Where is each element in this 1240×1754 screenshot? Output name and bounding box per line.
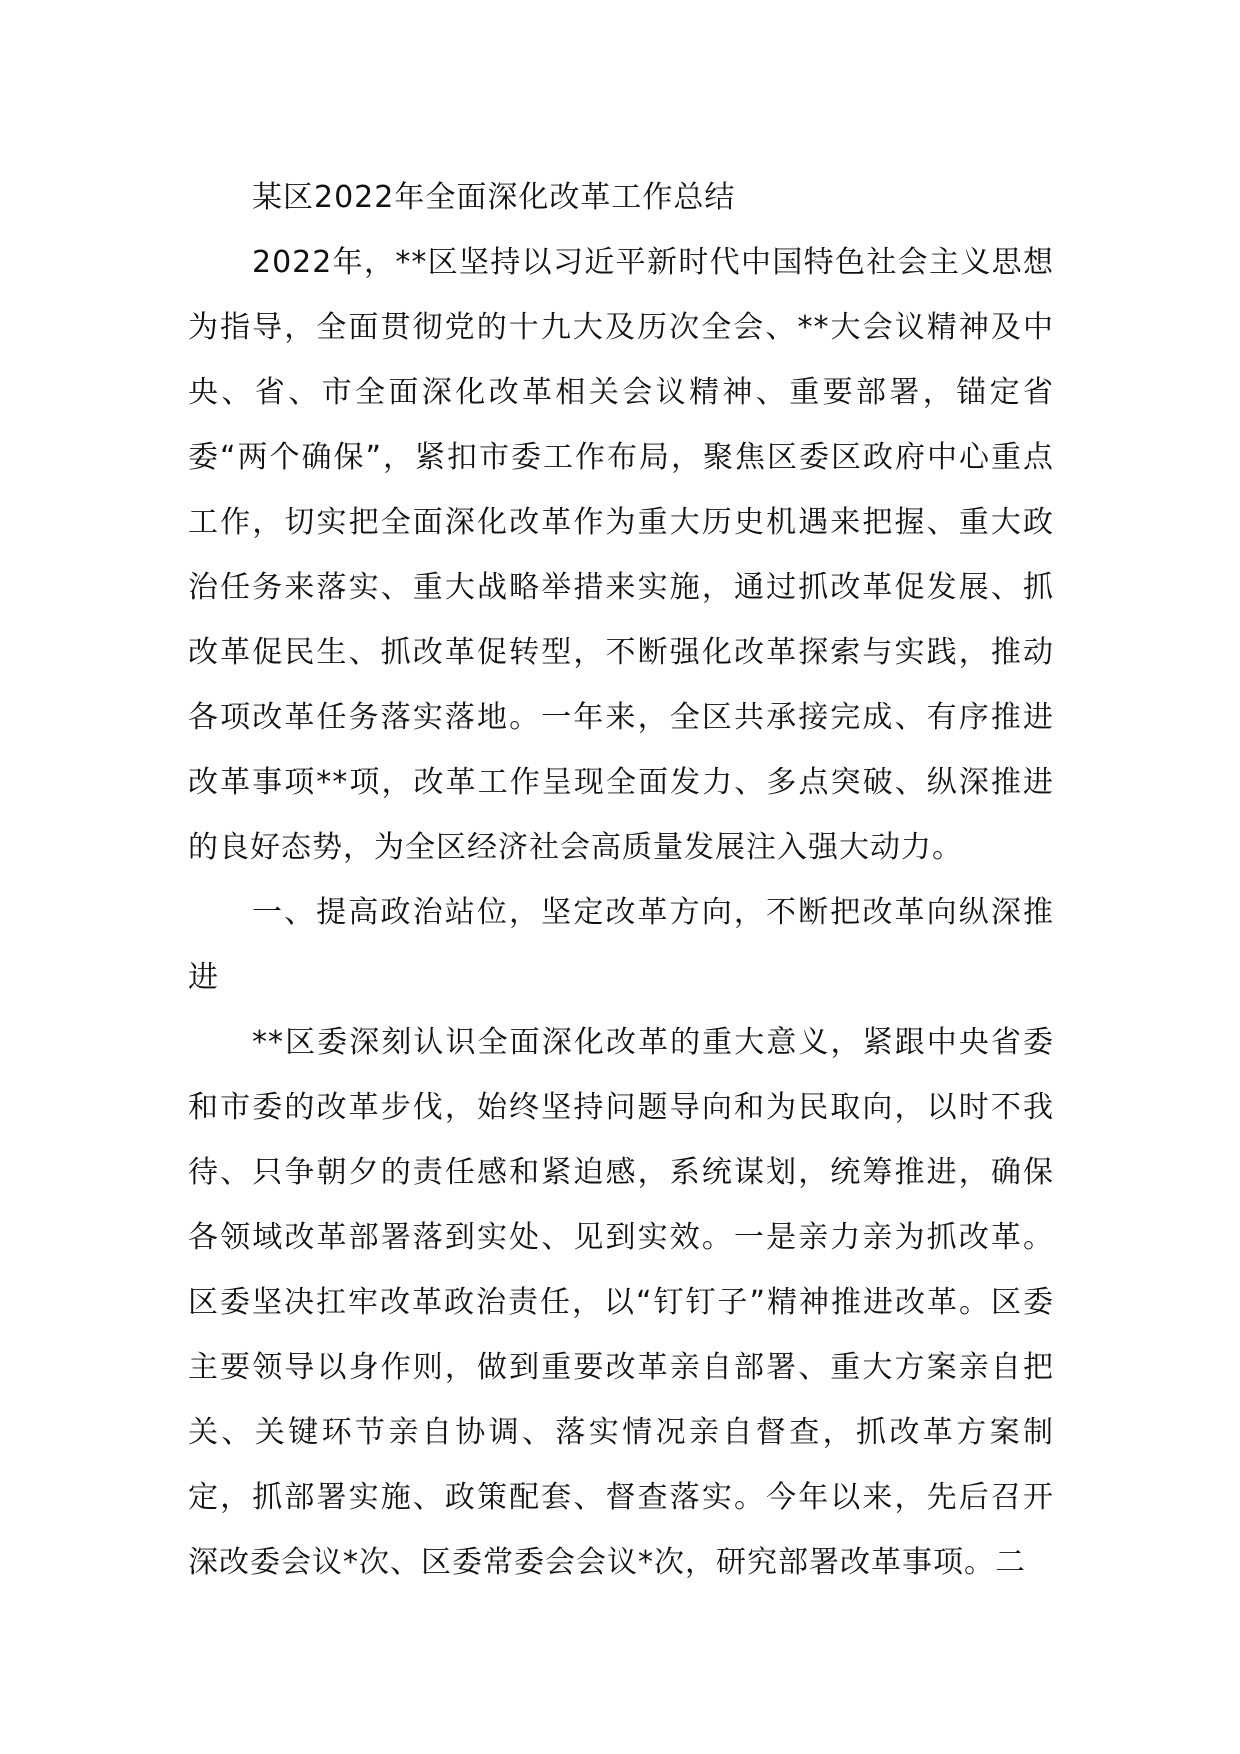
section-heading-1: 一、提高政治站位，坚定改革方向，不断把改革向纵深推进 bbox=[188, 895, 1054, 995]
paragraph-intro: 2022年，**区坚持以习近平新时代中国特色社会主义思想为指导，全面贯彻党的十九大及历次全会、**大会议精神及中央、省、市全面深化改革相关会议精神、重要部署，锚定省委“两个确保”，紧扣市委工作布局，聚焦区委区政府中心重点工作，切实把全面深化改革作为重大历史机遇来把握、重大政治任务来落实、重大战略举措来实施，通过抓改革促发展、抓改革促民生、抓改革促转型，不断强化改革探索与实践，推动各项改革任务落实落地。一年来，全区共承接完成、有序推进改革事项**项，改革工作呈现全面发力、多点突破、纵深推进的良好态势，为全区经济社会高质量发展注入强大动力。 bbox=[188, 245, 1054, 865]
paragraph-section-1: **区委深刻认识全面深化改革的重大意义，紧跟中央省委和市委的改革步伐，始终坚持问题导向和为民取向，以时不我待、只争朝夕的责任感和紧迫感，系统谋划，统筹推进，确保各领域改革部署落到实处、见到实效。一是亲力亲为抓改革。区委坚决扛牢改革政治责任，以“钉钉子”精神推进改革。区委主要领导以身作则，做到重要改革亲自部署、重大方案亲自把关、关键环节亲自协调、落实情况亲自督查，抓改革方案制定，抓部署实施、政策配套、督查落实。今年以来，先后召开深改委会议*次、区委常委会会议*次，研究部署改革事项。二 bbox=[188, 1025, 1054, 1580]
document-title: 某区2022年全面深化改革工作总结 bbox=[252, 180, 736, 215]
document-body bbox=[188, 165, 1054, 1595]
